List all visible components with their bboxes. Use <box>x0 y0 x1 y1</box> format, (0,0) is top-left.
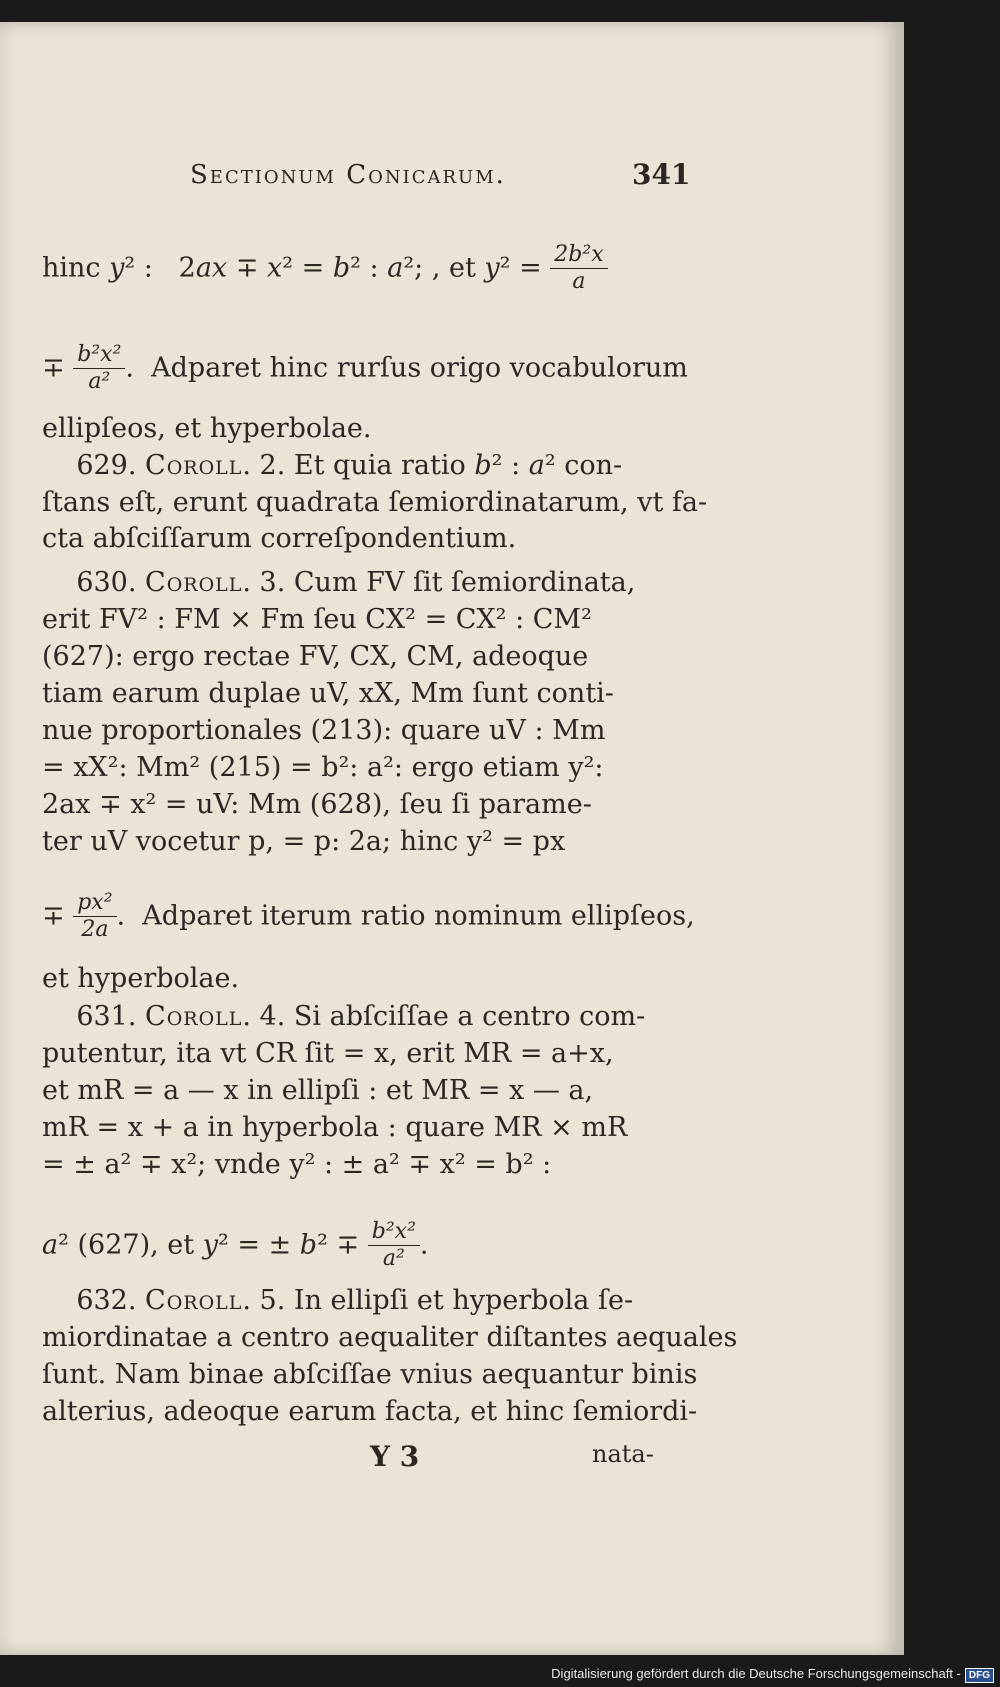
text-line-18: putentur, ita vt CR ſit = x, erit MR = a+x, <box>42 1038 614 1069</box>
catchword: nata- <box>592 1440 654 1468</box>
text-line-25: ſunt. Nam binae abſciſſae vnius aequantur binis <box>42 1359 698 1390</box>
text-line-2: ∓ $\frac{\text{b²x²}}{\text{a²}}$ . Adparet hinc rurſus origo vocabulorum <box>42 342 688 395</box>
text-line-14: ter uV vocetur p, = p: 2a; hinc y² = px <box>42 826 566 857</box>
fraction: $\frac{\text{px²}}{2a}$ <box>73 890 116 944</box>
fraction: $\frac{\text{2b²x}}{a}$ <box>550 242 607 296</box>
text-line-26: alterius, adeoque earum facta, et hinc ſemiordi- <box>42 1396 698 1427</box>
text-line-19: et mR = a — x in ellipſi : et MR = x — a, <box>42 1075 594 1106</box>
text-line-3: ellipſeos, et hyperbolae. <box>42 413 372 444</box>
text-line-1: hinc y² : 2ax ∓ x² = b² : a²; , et y² = $\frac{\text{2b²x}}{a}$ <box>42 242 687 296</box>
text-line-17: 631. Coroll. 4. Si abſciſſae a centro com- <box>42 1001 646 1032</box>
text-line-4: 629. Coroll. 2. Et quia ratio b² : a² con- <box>42 450 623 481</box>
fraction: $\frac{\text{b²x²}}{\text{a²}}$ <box>73 342 125 396</box>
text-line-21: = ± a² ∓ x²; vnde y² : ± a² ∓ x² = b² : <box>42 1149 552 1180</box>
text-line-20: mR = x + a in hyperbola : quare MR × mR <box>42 1112 628 1143</box>
text-line-16: et hyperbolae. <box>42 963 240 994</box>
page-number: 341 <box>632 158 691 191</box>
text-line-9: (627): ergo rectae FV, CX, CM, adeoque <box>42 641 589 672</box>
text-line-10: tiam earum duplae uV, xX, Mm ſunt conti- <box>42 678 614 709</box>
text-line-5: ſtans eſt, erunt quadrata ſemiordinatarum, vt fa- <box>42 487 708 518</box>
text-line-24: miordinatae a centro aequaliter diſtantes aequales <box>42 1322 738 1353</box>
text-line-8: erit FV² : FM × Fm ſeu CX² = CX² : CM² <box>42 604 592 635</box>
signature-mark: Y 3 <box>370 1440 420 1473</box>
text-line-22: a² (627), et y² = ± b² ∓ $\frac{\text{b²x²}}{\text{a²}}$ . <box>42 1219 429 1272</box>
dfg-logo-icon: DFG <box>965 1668 994 1683</box>
book-page <box>0 22 904 1655</box>
text-line-13: 2ax ∓ x² = uV: Mm (628), ſeu ſi parame- <box>42 789 592 820</box>
text-line-7: 630. Coroll. 3. Cum FV ſit ſemiordinata, <box>42 567 636 598</box>
running-title: Sectionum Conicarum. <box>190 160 506 190</box>
text-line-12: = xX²: Mm² (215) = b²: a²: ergo etiam y²: <box>42 752 604 783</box>
text-line-6: cta abſciſſarum correſpondentium. <box>42 523 517 554</box>
text-line-15: ∓ $\frac{\text{px²}}{2a}$ . Adparet iterum ratio nominum ellipſeos, <box>42 890 695 943</box>
fraction: $\frac{\text{b²x²}}{\text{a²}}$ <box>368 1219 420 1273</box>
digitization-credit: Digitalisierung gefördert durch die Deutsche Forschungsgemeinschaft - DFG <box>551 1666 994 1683</box>
text-line-11: nue proportionales (213): quare uV : Mm <box>42 715 606 746</box>
text-line-23: 632. Coroll. 5. In ellipſi et hyperbola ſe- <box>42 1285 634 1316</box>
